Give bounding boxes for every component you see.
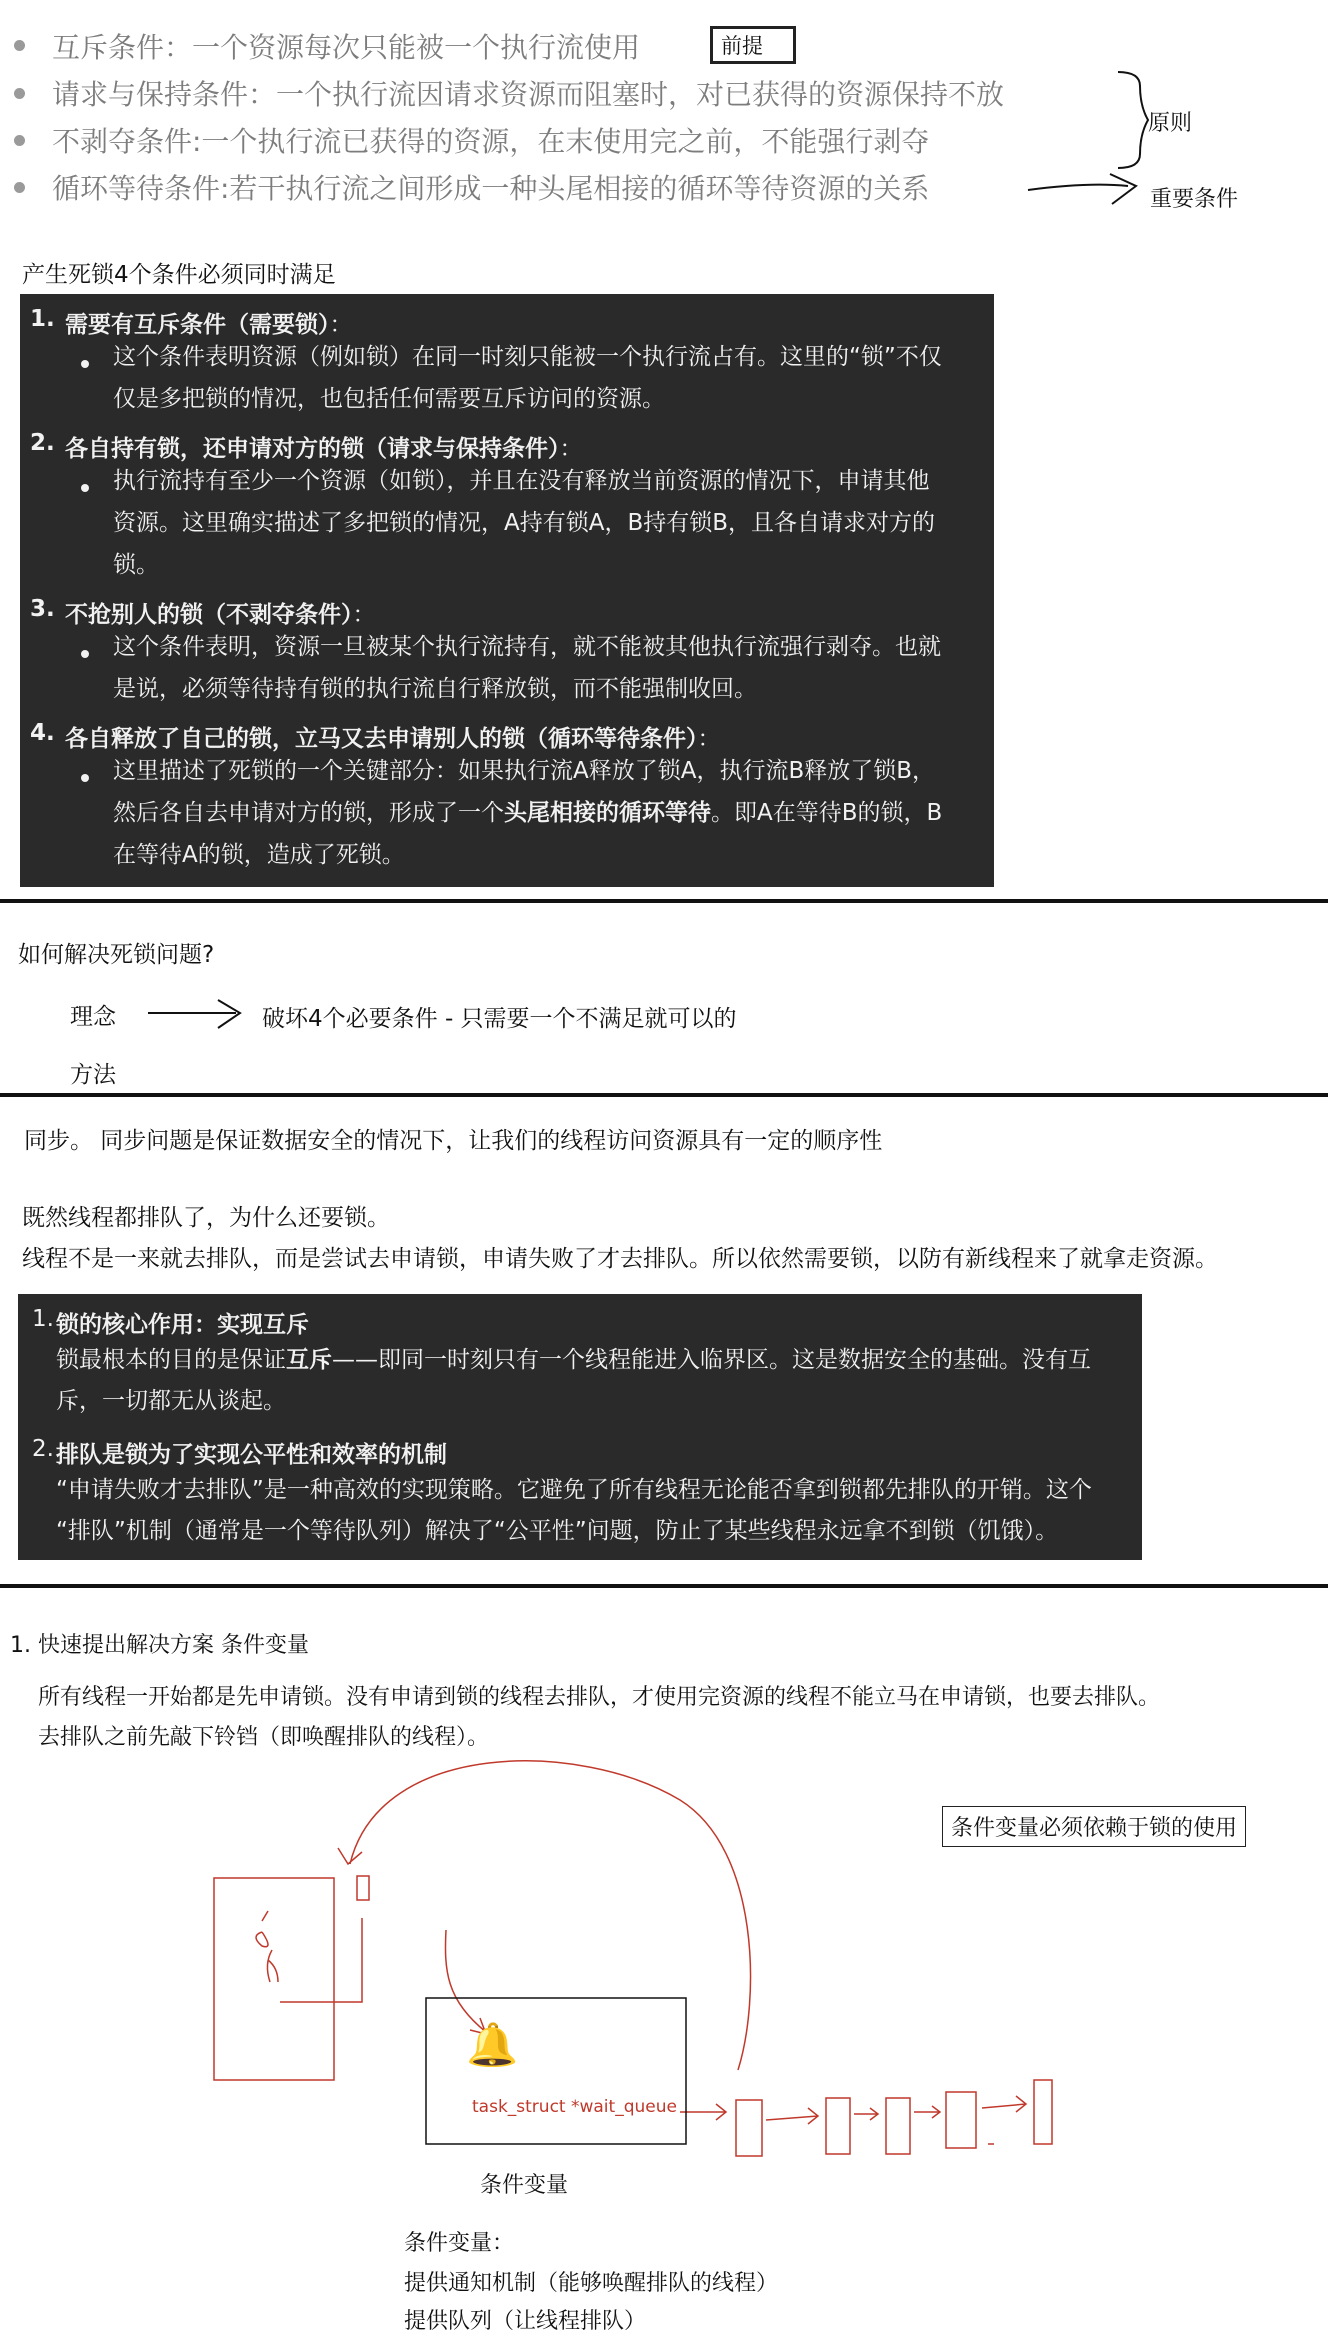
queue-arrow-shape [854, 2108, 878, 2120]
return-arc-arrow [338, 1761, 751, 2070]
item-heading: 不抢别人的锁（不剥夺条件）： [65, 602, 376, 628]
item-heading: 锁的核心作用：实现互斥 [56, 1312, 309, 1338]
item-detail: 这里描述了死锁的一个关键部分：如果执行流A释放了锁A，执行流B释放了锁B， 然后各自去申请对方的锁，形成了一个头尾相接的循环等待。即A在等待B的锁，B 在等待A的锁，造成了死锁。 [113, 758, 943, 868]
queue-node-shape [1034, 2080, 1052, 2144]
item-number: 2. [32, 1436, 54, 1462]
sync-line3: 线程不是一来就去排队，而是尝试去申请锁，申请失败了才去排队。所以依然需要锁，以防有新线程来了就拿走资源。 [22, 1246, 1218, 1272]
thread-box-shape [214, 1878, 334, 2080]
item-number: 1. [32, 1306, 54, 1332]
sync-line2: 既然线程都排队了，为什么还要锁。 [22, 1205, 390, 1231]
condition-circular-wait: 循环等待条件:若干执行流之间形成一种头尾相接的循环等待资源的关系 [52, 172, 930, 205]
condvar-title: 1. 快速提出解决方案 条件变量 [10, 1633, 309, 1658]
condvar-box-shape [426, 1998, 686, 2144]
queue-node-shape [826, 2098, 850, 2154]
brace-shape [1118, 72, 1148, 168]
method-label: 方法 [70, 1062, 116, 1088]
item-heading: 各自持有锁，还申请对方的锁（请求与保持条件）： [65, 436, 583, 462]
item-number: 1. [30, 306, 55, 332]
queue-node-shape [736, 2100, 762, 2156]
stick-figure-shape [256, 1911, 278, 1982]
item-number: 2. [30, 430, 55, 456]
sync-line1: 同步。 同步问题是保证数据安全的情况下，让我们的线程访问资源具有一定的顺序性 [24, 1128, 883, 1154]
principle-label: 原则 [1148, 111, 1193, 136]
item-detail: “申请失败才去排队”是一种高效的实现策略。它避免了所有线程无论能否拿到锁都先排队的开销。这个 “排队”机制（通常是一个等待队列）解决了“公平性”问题，防止了某些线程永远拿不到锁（饥饿）。 [56, 1477, 1092, 1544]
item-detail: 这个条件表明，资源一旦被某个执行流持有，就不能被其他执行流强行剥夺。也就 是说，必须等待持有锁的执行流自行释放锁，而不能强制收回。 [113, 634, 941, 702]
thread-to-lock-line [280, 1918, 362, 2002]
important-label: 重要条件 [1150, 187, 1239, 212]
queue-arrow-shape [680, 2104, 726, 2120]
item-number: 4. [30, 720, 55, 746]
item-heading: 需要有互斥条件（需要锁）： [65, 312, 353, 338]
wait-queue-code: task_struct *wait_queue [472, 2097, 677, 2117]
deadlock-intro: 产生死锁4个条件必须同时满足 [22, 262, 336, 288]
summary-title: 条件变量： [404, 2231, 515, 2256]
item-detail: 锁最根本的目的是保证互斥——即同一时刻只有一个线程能进入临界区。这是数据安全的基础。没有互 斥，一切都无从谈起。 [56, 1347, 1091, 1414]
condvar-p1: 所有线程一开始都是先申请锁。没有申请到锁的线程去排队，才使用完资源的线程不能立马在申请锁，也要去排队。 [38, 1685, 1161, 1710]
condvar-note: 条件变量必须依赖于锁的使用 [942, 1806, 1246, 1847]
queue-node-shape [946, 2092, 976, 2148]
bell-icon: 🔔 [466, 2020, 519, 2069]
item-detail: 执行流持有至少一个资源（如锁），并且在没有释放当前资源的情况下，申请其他 资源。这里确实描述了多把锁的情况，A持有锁A，B持有锁B，且各自请求对方的 锁。 [113, 468, 936, 578]
item-heading: 排队是锁为了实现公平性和效率的机制 [56, 1442, 447, 1468]
concept-arrow-shape [148, 1000, 240, 1028]
summary-notify: 提供通知机制（能够唤醒排队的线程） [404, 2271, 779, 2296]
item-detail: 这个条件表明资源（例如锁）在同一时刻只能被一个执行流占有。这里的“锁”不仅 仅是多把锁的情况，也包括任何需要互斥访问的资源。 [113, 344, 942, 412]
queue-node-shape [886, 2098, 910, 2154]
item-number: 3. [30, 596, 55, 622]
condition-no-preemption: 不剥夺条件:一个执行流已获得的资源，在末使用完之前，不能强行剥夺 [52, 125, 930, 158]
condition-mutual-exclusion: 互斥条件：一个资源每次只能被一个执行流使用 [52, 31, 641, 64]
queue-arrow-shape [766, 2108, 818, 2124]
summary-queue: 提供队列（让线程排队） [404, 2309, 647, 2334]
condvar-caption: 条件变量 [480, 2173, 569, 2198]
lock-slot-shape [357, 1876, 369, 1900]
solve-question: 如何解决死锁问题? [18, 942, 215, 968]
queue-arrow-shape [914, 2106, 940, 2118]
condition-hold-and-wait: 请求与保持条件：一个执行流因请求资源而阻塞时，对已获得的资源保持不放 [52, 78, 1005, 111]
premise-label: 前提 [710, 26, 796, 64]
queue-arrow-shape [982, 2096, 1026, 2112]
item-heading: 各自释放了自己的锁，立马又去申请别人的锁（循环等待条件）： [65, 726, 721, 752]
pointer-arrow-shape [445, 1930, 486, 2034]
concept-label: 理念 [70, 1004, 116, 1030]
condvar-p2: 去排队之前先敲下铃铛（即唤醒排队的线程）。 [38, 1725, 490, 1750]
important-arrow-shape [1028, 174, 1136, 204]
concept-text: 破坏4个必要条件 - 只需要一个不满足就可以的 [262, 1006, 737, 1032]
